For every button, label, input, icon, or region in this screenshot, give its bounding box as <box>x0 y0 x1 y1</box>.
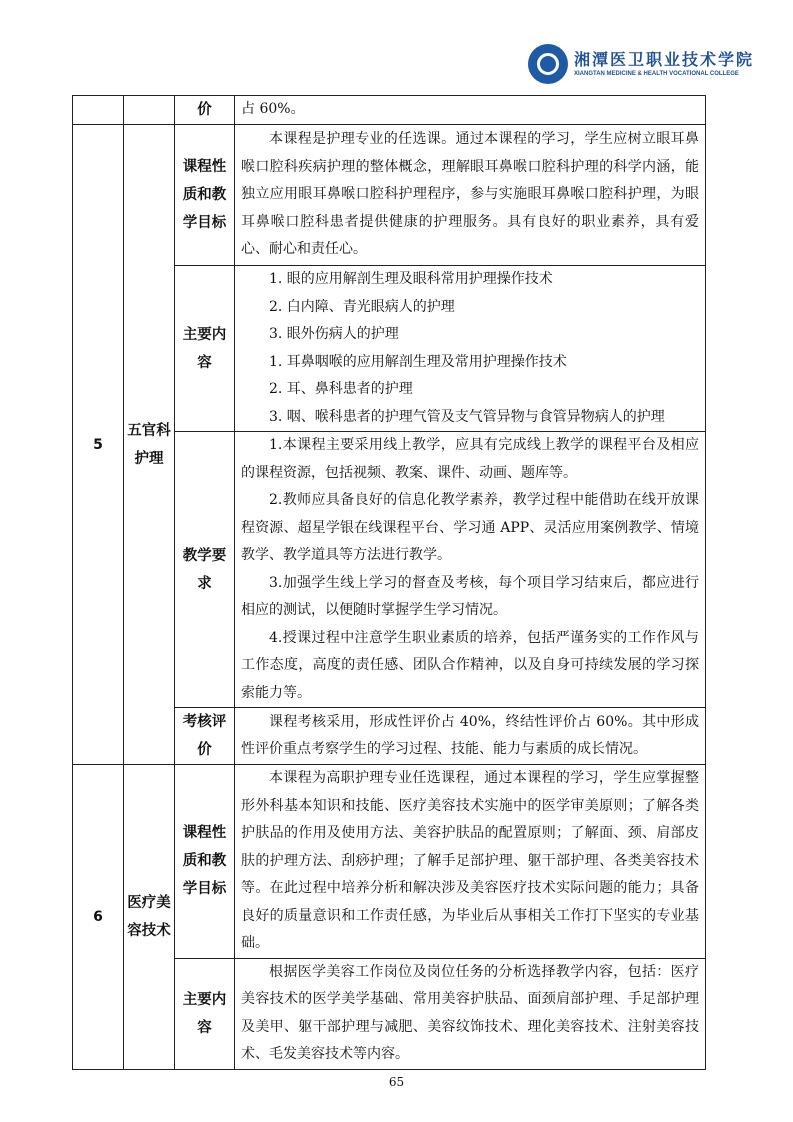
page-number: 65 <box>388 1074 405 1089</box>
content-item: 1. 眼的应用解剖生理及眼科常用护理操作技术 <box>269 271 553 287</box>
table-row <box>73 765 706 959</box>
table-row <box>73 125 706 266</box>
row-text: 本课程是护理专业的任选课。通过本课程的学习，学生应树立眼耳鼻喉口腔科疾病护理的整体概念，理解眼耳鼻喉口腔科护理的科学内涵，能独立应用眼耳鼻喉口腔科护理程序，参与实施眼耳鼻喉口腔科护理，为眼耳鼻喉口腔科患者提供健康的护理服务。具有良好的职业素养，具有爱心、耐心和责任心。 <box>241 131 699 258</box>
college-seal-icon <box>528 44 568 84</box>
content-item: 3. 咽、喉科患者的护理气管及支气管异物与食管异物病人的护理 <box>269 408 665 425</box>
course-name: 医疗美容技术 <box>124 765 175 1070</box>
course-table <box>72 95 706 1070</box>
row-label: 主要内容 <box>175 266 235 432</box>
req-item: 3.加强学生线上学习的督查及考核，每个项目学习结束后，都应进行相应的测试，以便随时掌握学生学习情况。 <box>241 574 699 618</box>
row-label: 课程性质和教学目标 <box>175 125 235 266</box>
row-label: 课程性质和教学目标 <box>175 765 235 959</box>
row-text: 本课程为高职护理专业任选课程，通过本课程的学习，学生应掌握整形外科基本知识和技能、医疗美容技术实施中的医学审美原则；了解各类护肤品的作用及使用方法、美容护肤品的配置原则；了解面、颈、肩部皮肤的护理方法、刮痧护理；了解手足部护理、躯干部护理、各类美容技术等。在此过程中培养分析和解决涉及美容医疗技术实际问题的能力；具备良好的质量意识和工作责任感，为毕业后从事相关工作打下坚实的专业基础。 <box>241 770 699 951</box>
req-item: 1.本课程主要采用线上教学，应具有完成线上教学的课程平台及相应的课程资源，包括视频、教案、课件、动画、题库等。 <box>241 437 699 481</box>
content-item: 1. 耳鼻咽喉的应用解剖生理及常用护理操作技术 <box>269 353 567 370</box>
row-label: 教学要求 <box>175 432 235 708</box>
row-text: 占 60%。 <box>235 96 706 125</box>
logo-en: XIANGTAN MEDICINE & HEALTH VOCATIONAL COLLEGE <box>574 70 739 77</box>
content-item: 2. 耳、鼻科患者的护理 <box>269 381 413 397</box>
row-text: 课程考核采用，形成性评价占 40%，终结性评价占 60%。其中形成性评价重点考察学生的学习过程、技能、能力与素质的成长情况。 <box>241 713 699 757</box>
table-row <box>73 96 706 125</box>
course-name: 五官科护理 <box>124 125 175 765</box>
row-label: 考核评价 <box>175 708 235 765</box>
req-item: 4.授课过程中注意学生职业素质的培养，包括严谨务实的工作作风与工作态度，高度的责任感、团队合作精神，以及自身可持续发展的学习探索能力等。 <box>241 629 699 701</box>
college-logo <box>528 44 754 84</box>
req-item: 2.教师应具备良好的信息化教学素养，教学过程中能借助在线开放课程资源、超星学银在线课程平台、学习通 APP、灵活应用案例教学、情境教学、教学道具等方法进行教学。 <box>241 492 699 563</box>
content-item: 2. 白内障、青光眼病人的护理 <box>269 298 455 315</box>
row-text: 根据医学美容工作岗位及岗位任务的分析选择教学内容，包括：医疗美容技术的医学美学基础、常用美容护肤品、面颈肩部护理、手足部护理及美甲、躯干部护理与减肥、美容纹饰技术、理化美容技术、注射美容技术、毛发美容技术等内容。 <box>241 963 699 1062</box>
row-label: 主要内容 <box>175 958 235 1069</box>
content-item: 3. 眼外伤病人的护理 <box>269 326 399 342</box>
course-number: 5 <box>73 125 124 765</box>
row-label: 价 <box>175 96 235 125</box>
course-number: 6 <box>73 765 124 1070</box>
logo-cn: 湘潭医卫职业技术学院 <box>574 49 755 69</box>
